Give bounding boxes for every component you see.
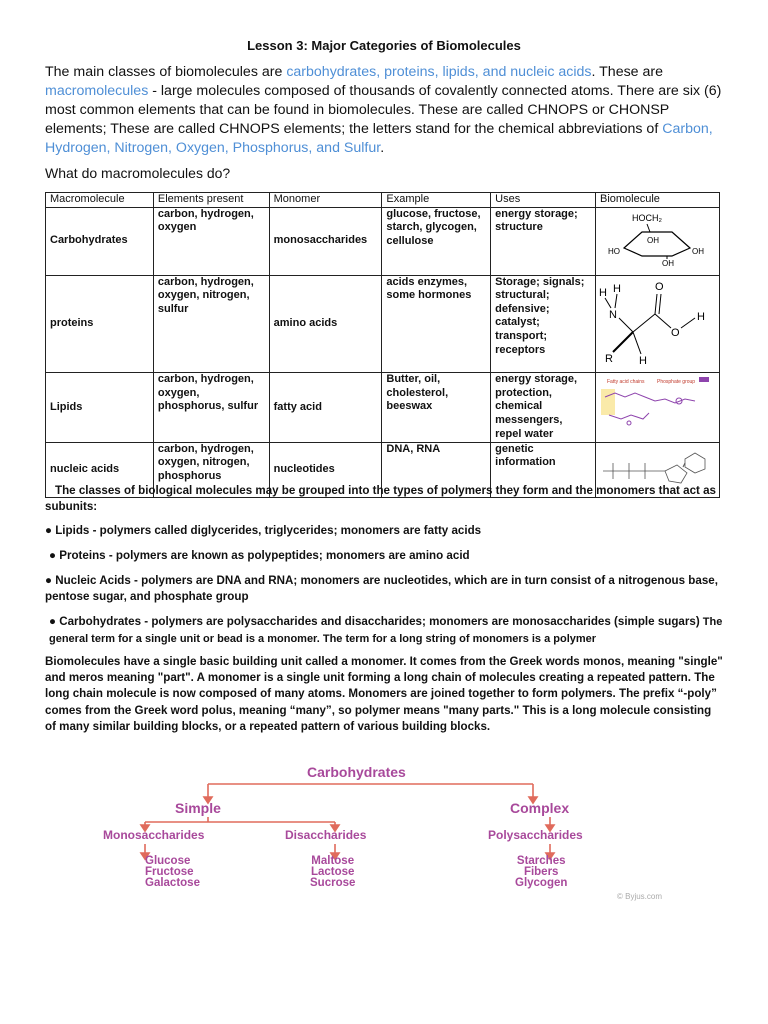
page-title: Lesson 3: Major Categories of Biomolecules: [247, 38, 521, 53]
classes-paragraph: [45, 483, 725, 514]
uses-cell: Storage; signals; structural; defensive; catalyst; transport; receptors: [491, 275, 596, 373]
flowchart-item: Starches: [516, 855, 566, 867]
glucose-structure-icon: [602, 210, 712, 268]
biomolecule-image-cell: [595, 207, 719, 275]
elements-cell: carbon, hydrogen, oxygen, phosphorus, sulfur: [153, 373, 269, 443]
example-cell: Butter, oil, cholesterol, beeswax: [382, 373, 491, 443]
amino-label: H: [697, 310, 706, 323]
monomer-paragraph: Biomolecules have a single basic building unit called a monomer. It comes from the Greek words monos, meaning "single" and meros meaning "part". A monomer is a single unit forming a long chain of molecules creating a repeated pattern. The long chain molecule is now composed of many atoms. Monomers are joined together to form polymers. The prefix “-poly” comes from the Greek word polus, meaning “many”, so polymer means "many parts." This is a long molecule consisting of many similar building blocks, or a repeated pattern of various building blocks.: [45, 655, 723, 733]
table-header-row: [46, 193, 720, 208]
glucose-label: OH: [692, 246, 705, 256]
elements-cell: carbon, hydrogen, oxygen, nitrogen, sulfur: [153, 275, 269, 373]
glucose-label: HO: [608, 246, 621, 256]
table-header: Elements present: [153, 193, 269, 208]
paragraph-text: ● Carbohydrates - polymers are polysaccharides and disaccharides; monomers are monosaccharides (simple sugars): [49, 615, 700, 628]
intro-text: .: [380, 140, 385, 156]
elements-cell: carbon, hydrogen, oxygen, nitrogen, phosphorus: [153, 442, 269, 498]
amino-label: H: [613, 282, 622, 295]
flowchart-item: Sucrose: [310, 877, 356, 889]
monomer-cell: fatty acid: [269, 373, 382, 443]
glucose-label: OH: [647, 235, 660, 245]
flowchart-poly-list: [515, 856, 567, 889]
flowchart-polysaccharides: Polysaccharides: [488, 828, 583, 842]
table-row: [46, 275, 720, 373]
intro-text: The main classes of biomolecules are: [45, 64, 287, 80]
glucose-label: HOCH₂: [632, 212, 663, 223]
monomer-cell: monosaccharides: [269, 207, 382, 275]
amino-label: O: [655, 280, 665, 293]
flowchart-item: Galactose: [145, 877, 200, 889]
monomer-cell: amino acids: [269, 275, 382, 373]
biomolecule-table: [45, 192, 720, 498]
table-row: [46, 373, 720, 443]
uses-cell: energy storage, protection, chemical messengers, repel water: [491, 373, 596, 443]
table-header: Example: [382, 193, 491, 208]
lipid-label: Phosphate group: [657, 379, 696, 386]
phospholipid-structure-icon: [599, 375, 715, 435]
example-cell: acids enzymes, some hormones: [382, 275, 491, 373]
amino-label: N: [609, 308, 618, 321]
macromolecule-cell: Lipids: [46, 373, 154, 443]
uses-cell: genetic information: [491, 442, 596, 498]
elements-link[interactable]: Carbon, Hydrogen, Nitrogen, Oxygen, Phosphorus, and Sulfur: [45, 121, 713, 156]
flowchart-item: Maltose: [311, 855, 355, 867]
intro-paragraph: [45, 63, 725, 158]
intro-text: . These are: [591, 64, 664, 80]
amino-label: O: [671, 326, 681, 339]
table-header: Monomer: [269, 193, 382, 208]
example-cell: glucose, fructose, starch, glycogen, cellulose: [382, 207, 491, 275]
amino-label: H: [599, 286, 608, 299]
macromolecule-cell: nucleic acids: [46, 442, 154, 498]
table-header: Uses: [491, 193, 596, 208]
flowchart-mono-list: [145, 856, 200, 889]
table-row: [46, 207, 720, 275]
flowchart-simple: Simple: [175, 800, 221, 816]
bullet-lipids: ● Lipids - polymers called diglycerides, triglycerides; monomers are fatty acids: [45, 524, 482, 537]
biomolecule-classes-link[interactable]: carbohydrates, proteins, lipids, and nucleic acids: [286, 64, 592, 80]
flowchart-monosaccharides: Monosaccharides: [103, 828, 205, 842]
biomolecule-image-cell: [595, 275, 719, 373]
flowchart-item: Glucose: [145, 855, 191, 867]
flowchart-di-list: [310, 856, 355, 889]
section-question: What do macromolecules do?: [45, 165, 231, 181]
elements-cell: carbon, hydrogen, oxygen: [153, 207, 269, 275]
carbohydrates-flowchart: [95, 760, 715, 910]
amino-label: H: [639, 354, 648, 366]
glucose-label: OH: [662, 258, 675, 268]
macromolecules-link[interactable]: macromolecules: [45, 83, 149, 99]
flowchart-root: Carbohydrates: [307, 764, 406, 780]
intro-text: - large molecules composed of thousands of covalently connected atoms. There are six (6) most common elements that can be found in biomolecules. These are called CHNOPS or CHONSP elements; These are called CHNOPS elements; the letters stand for the chemical abbreviations of: [45, 83, 722, 137]
lipid-label: Fatty acid chains: [607, 379, 646, 386]
monomer-cell: nucleotides: [269, 442, 382, 498]
bullet-proteins: ● Proteins - polymers are known as polypeptides; monomers are amino acid: [49, 549, 470, 562]
flowchart-item: Lactose: [310, 866, 355, 878]
uses-cell: energy storage; structure: [491, 207, 596, 275]
biomolecule-image-cell: [595, 373, 719, 443]
flowchart-item: Fructose: [145, 866, 194, 878]
flowchart-disaccharides: Disaccharides: [285, 828, 367, 842]
macromolecule-cell: Carbohydrates: [46, 207, 154, 275]
amino-acid-structure-icon: [599, 278, 715, 366]
flowchart-item: Fibers: [523, 866, 559, 878]
flowchart-credit: © Byjus.com: [617, 892, 663, 901]
flowchart-item: Glycogen: [515, 877, 568, 889]
bullet-carbohydrates: [49, 614, 739, 647]
flowchart-complex: Complex: [510, 800, 570, 816]
amino-label: R: [605, 352, 614, 365]
bullet-nucleic-acids: ● Nucleic Acids - polymers are DNA and RNA; monomers are nucleotides, which are in turn consist of a nitrogenous base, pentose sugar, and phosphate group: [45, 574, 718, 603]
paragraph-text: The general term for a single unit or bead is a monomer. The term for a long string of monomers is a polymer: [49, 616, 723, 645]
macromolecule-cell: proteins: [46, 275, 154, 373]
example-cell: DNA, RNA: [382, 442, 491, 498]
table-header: Biomolecule: [595, 193, 719, 208]
table-header: Macromolecule: [46, 193, 154, 208]
paragraph-text: The classes of biological molecules may be grouped into the types of polymers they form and the monomers that act as subunits:: [45, 484, 716, 513]
